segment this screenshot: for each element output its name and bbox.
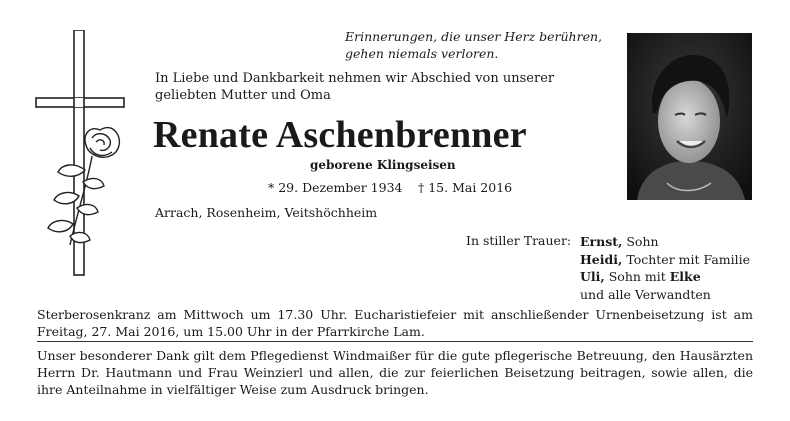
divider-line [37,341,753,342]
places-list: Arrach, Rosenheim, Veitshöchheim [155,205,378,220]
deceased-name: Renate Aschenbrenner [153,114,527,156]
mourner-item: Uli, Sohn mit Elke [580,269,701,284]
thanks-text: Unser besonderer Dank gilt dem Pflegedienst Windmaißer für die gute pflegerische Betreuung, den Hausärzten Herrn Dr. Hautmann und Frau Weinzierl und allen, die zur feierlichen Beisetzung beitragen, sowie allen, die ihre Anteilnahme in vielfältiger Weise zum Ausdruck bringen. [37,348,753,397]
mourner-item: Ernst, Sohn [580,234,659,249]
mourner-item: und alle Verwandten [580,286,711,302]
mourners-label: In stiller Trauer: [466,233,572,248]
funeral-info: Sterberosenkranz am Mittwoch um 17.30 Uhr. Eucharistiefeier mit anschließender Urnenbeisetzung ist am Freitag, 27. Mai 2016, um 15.00 Uhr in der Pfarrkirche Lam. [37,307,753,339]
mourner-item: Heidi, Tochter mit Familie [580,251,751,267]
maiden-name: geborene Klingseisen [310,158,456,172]
mourners-list [580,233,750,303]
portrait-photo [627,33,752,200]
intro-text: In Liebe und Dankbarkeit nehmen wir Abschied von unserer geliebten Mutter und Oma [155,71,555,103]
birth-date: * 29. Dezember 1934 [268,180,403,195]
memorial-quote: Erinnerungen, die unser Herz berühren, gehen niemals verloren. [345,29,603,61]
death-date: † 15. Mai 2016 [418,180,513,195]
cross-with-rose-icon [30,30,140,280]
